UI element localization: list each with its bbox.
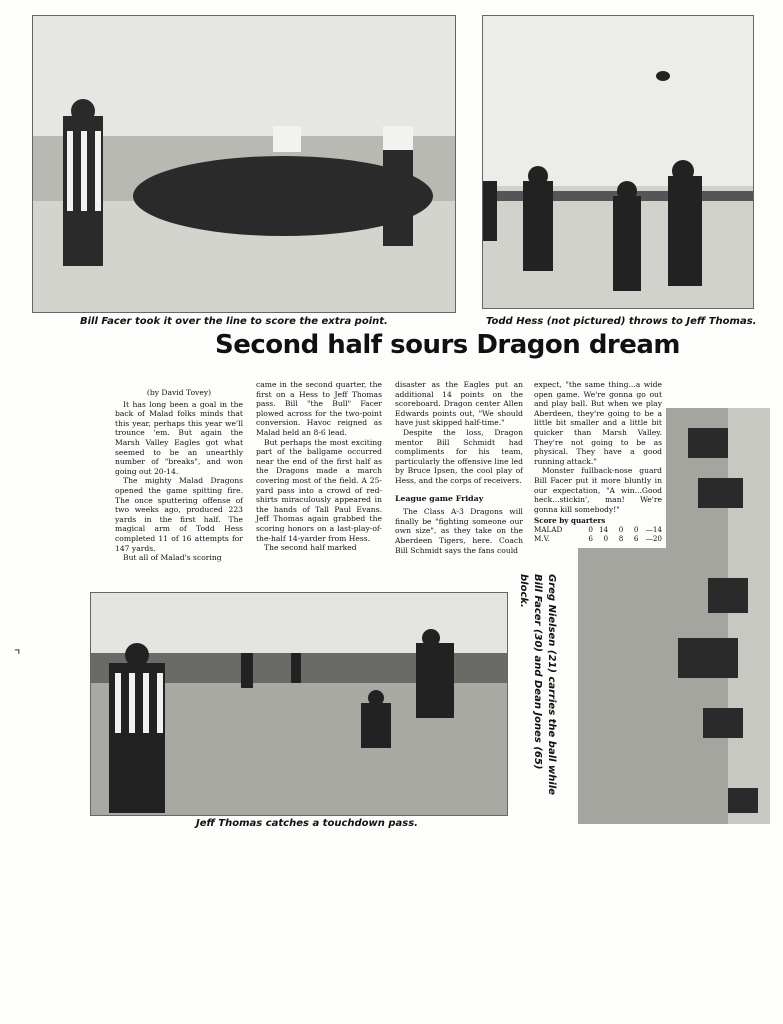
paragraph: But perhaps the most exciting part of the ballgame occurred near the end of the first half as the Dragons made a march covering most of the field. A 25-yard pass into a crowd of red-shirts miraculously appeared in the hands of Tall Paul Evans. Jeff Thomas again grabbed the scoring honors on a last-play-of-the-half 14-yarder from Hess. xyxy=(256,437,382,543)
caption-touchdown-catch: Jeff Thomas catches a touchdown pass. xyxy=(196,818,418,829)
paragraph: But all of Malad's scoring xyxy=(123,553,222,563)
photo-nielsen-carry xyxy=(578,408,770,824)
paragraph: expect, "the same thing...a wide open game. We're gonna go out and play ball. But when we play Aberdeen, they're going to be a little bit smaller and a little bit quicker than Marsh Valley. They're not going to be as physical. They have a good running attack." xyxy=(534,380,662,466)
paragraph: came in the second quarter, the first on a Hess to Jeff Thomas pass. Bill "the Bull" Facer plowed across for the two-point conversion. Havoc reigned as Malad held an 8-6 lead. xyxy=(256,380,382,437)
paragraph: The mighty Malad Dragons opened the game spitting fire. The once sputtering offense of two weeks ago, produced 223 yards in the first half. The magical arm of Todd Hess completed 11 of 16 attempts for 147 yards. xyxy=(115,476,243,553)
paragraph: The Class A-3 Dragons will finally be "fighting someone our own size", as they take on the Aberdeen Tigers, here. Coach Bill Schmidt says the fans could xyxy=(395,507,523,555)
photo-extra-point xyxy=(32,15,456,313)
photo-touchdown-catch xyxy=(90,592,508,816)
article-column-3 xyxy=(395,380,523,555)
caption-nielsen-carry: Greg Nielsen (21) carries the ball while Bill Facer (30) and Dean Jones (65) block. xyxy=(518,574,557,796)
caption-hess-pass: Todd Hess (not pictured) throws to Jeff Thomas. xyxy=(486,316,757,327)
paragraph: The second half marked xyxy=(264,543,357,553)
photo-hess-pass xyxy=(482,15,754,309)
paragraph: Monster fullback-nose guard Bill Facer put it more bluntly in our expectation, "A win...Good heck...stickin', man! We're gonna kill somebody!" xyxy=(534,466,662,514)
margin-mark: ⌝ xyxy=(14,648,21,664)
paragraph: It has long been a goal in the back of Malad folks minds that this year, perhaps this year we'll trounce 'em. But again the Marsh Valley Eagles got what seemed to be an unearthly number of "breaks", and won going out 20-14. xyxy=(115,399,243,476)
score-row-mv: M.V. 6 0 8 6 —20 xyxy=(534,534,662,544)
article-column-2 xyxy=(256,380,382,553)
byline: (by David Tovey) xyxy=(146,388,212,397)
headline: Second half sours Dragon dream xyxy=(215,330,681,360)
article-column-1 xyxy=(115,388,243,563)
caption-extra-point: Bill Facer took it over the line to score the extra point. xyxy=(80,316,388,327)
paragraph: Despite the loss, Dragon mentor Bill Schmidt had compliments for his team, particularly the offensive line led by Bruce Ipsen, the cool play of Hess, and the corps of receivers. xyxy=(395,427,523,485)
score-title: Score by quarters xyxy=(534,516,606,526)
subhead-league-game: League game Friday xyxy=(395,493,484,503)
score-row-malad: MALAD 0 14 0 0 —14 xyxy=(534,525,662,535)
paragraph: disaster as the Eagles put an additional 14 points on the scoreboard. Dragon center Allen Edwards points out, "We should have just skipped half-time." xyxy=(395,380,523,428)
